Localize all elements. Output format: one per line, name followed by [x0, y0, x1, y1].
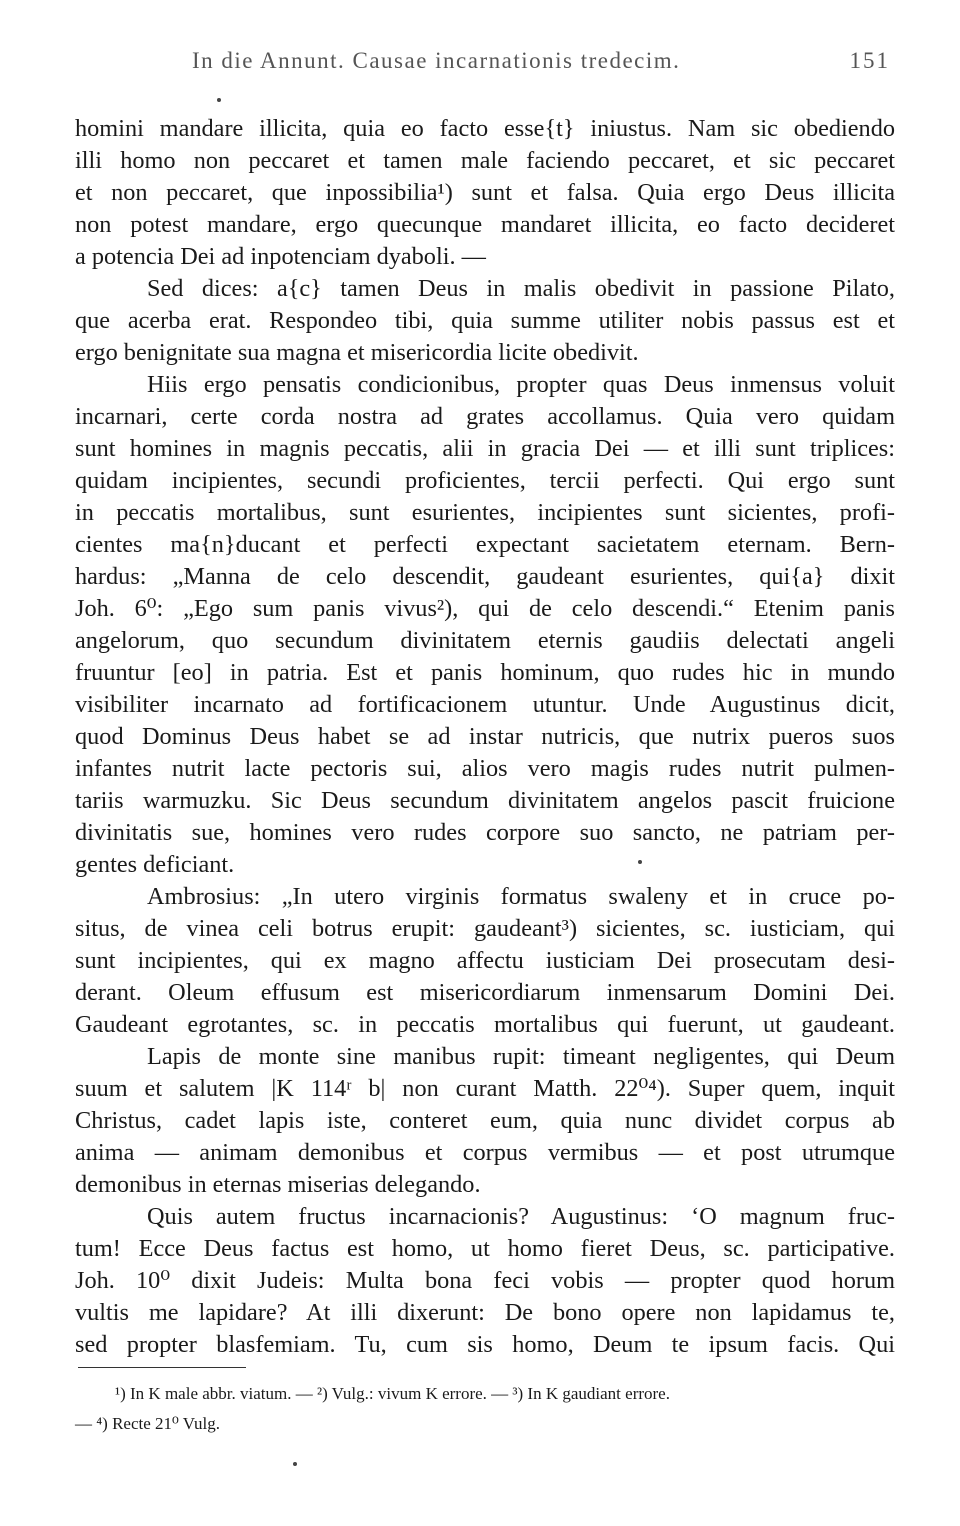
- text-line: Joh. 6⁰: „Ego sum panis vivus²), qui de celo descendi.“ Etenim panis: [75, 595, 895, 622]
- paragraph-start-line: Quis autem fructus incarnacionis? Augustinus: ‘O magnum fruc-: [147, 1203, 895, 1230]
- text-line: hardus: „Manna de celo descendit, gaudeant esurientes, qui{a} dixit: [75, 563, 895, 590]
- paragraph-start-line: Hiis ergo pensatis condicionibus, propter quas Deus inmensus voluit: [147, 371, 895, 398]
- paragraph-start-line: Lapis de monte sine manibus rupit: timeant negligentes, qui Deum: [147, 1043, 895, 1070]
- text-line: homini mandare illicita, quia eo facto esse{t} iniustus. Nam sic obediendo: [75, 115, 895, 142]
- body-text: [75, 113, 895, 1361]
- text-line: suum et salutem |K 114ʳ b| non curant Matth. 22⁰⁴). Super quem, inquit: [75, 1075, 895, 1102]
- ink-speck: [293, 1462, 297, 1466]
- running-head: [0, 48, 960, 84]
- text-line: et non peccaret, que inpossibilia¹) sunt et falsa. Quia ergo Deus illicita: [75, 179, 895, 206]
- ink-speck: [217, 98, 221, 102]
- text-line: Joh. 10⁰ dixit Judeis: Multa bona feci vobis — propter quod horum: [75, 1267, 895, 1294]
- text-line: ergo benignitate sua magna et misericordia licite obedivit.: [75, 339, 639, 366]
- text-line: vultis me lapidare? At illi dixerunt: De bono opere non lapidamus te,: [75, 1299, 895, 1326]
- text-line: cientes ma{n}ducant et perfecti expectant sacietatem eternam. Bern-: [75, 531, 895, 558]
- text-line: a potencia Dei ad inpotenciam dyaboli. —: [75, 243, 486, 270]
- text-line: demonibus in eternas miserias delegando.: [75, 1171, 481, 1198]
- text-line: angelorum, quo secundum divinitatem eternis gaudiis delectati angeli: [75, 627, 895, 654]
- text-line: que acerba erat. Respondeo tibi, quia summe utiliter nobis passus est et: [75, 307, 895, 334]
- text-line: Gaudeant egrotantes, sc. in peccatis mortalibus qui fuerunt, ut gaudeant.: [75, 1011, 895, 1038]
- text-line: situs, de vinea celi botrus erupit: gaudeant³) sicientes, sc. iusticiam, qui: [75, 915, 895, 942]
- text-line: in peccatis mortalibus, sunt esurientes, incipientes sunt sicientes, profi-: [75, 499, 895, 526]
- text-line: sunt incipientes, qui ex magno affectu iusticiam Dei prosecutam desi-: [75, 947, 895, 974]
- text-line: anima — animam demonibus et corpus vermibus — et post utrumque: [75, 1139, 895, 1166]
- text-line: incarnari, certe corda nostra ad grates accollamus. Quia vero quidam: [75, 403, 895, 430]
- text-line: quidam incipientes, secundi proficientes, tercii perfecti. Qui ergo sunt: [75, 467, 895, 494]
- text-line: Christus, cadet lapis iste, conteret eum, quia nunc dividet corpus ab: [75, 1107, 895, 1134]
- text-line: non potest mandare, ergo quecunque mandaret illicita, eo facto decideret: [75, 211, 895, 238]
- text-line: gentes deficiant.: [75, 851, 235, 878]
- text-line: visibiliter incarnato ad fortificacionem utuntur. Unde Augustinus dicit,: [75, 691, 895, 718]
- page-number: 151: [849, 48, 890, 73]
- text-line: sed propter blasfemiam. Tu, cum sis homo, Deum te ipsum facis. Qui: [75, 1331, 895, 1358]
- footnote-rule: [78, 1367, 246, 1368]
- paragraph-start-line: Ambrosius: „In utero virginis formatus swaleny et in cruce po-: [147, 883, 895, 910]
- footnote-line: ¹) In K male abbr. viatum. — ²) Vulg.: vivum K errore. — ³) In K gaudiant errore.: [115, 1384, 670, 1403]
- text-line: sunt homines in magnis peccatis, alii in gracia Dei — et illi sunt triplices:: [75, 435, 895, 462]
- text-line: tariis warmuzku. Sic Deus secundum divinitatem angelos pascit fruicione: [75, 787, 895, 814]
- text-line: quod Dominus Deus habet se ad instar nutricis, que nutrix pueros suos: [75, 723, 895, 750]
- footnote-line: — ⁴) Recte 21⁰ Vulg.: [75, 1414, 221, 1433]
- footnotes: [75, 1379, 895, 1439]
- text-line: infantes nutrit lacte pectoris sui, alios vero magis rudes nutrit pulmen-: [75, 755, 895, 782]
- text-line: divinitatis sue, homines vero rudes corpore suo sancto, ne patriam per-: [75, 819, 895, 846]
- paragraph-start-line: Sed dices: a{c} tamen Deus in malis obedivit in passione Pilato,: [147, 275, 895, 302]
- running-title: In die Annunt. Causae incarnationis tredecim.: [192, 48, 681, 73]
- text-line: illi homo non peccaret et tamen male faciendo peccaret, et sic peccaret: [75, 147, 895, 174]
- text-line: derant. Oleum effusum est misericordiarum inmensarum Domini Dei.: [75, 979, 895, 1006]
- text-line: tum! Ecce Deus factus est homo, ut homo fieret Deus, sc. participative.: [75, 1235, 895, 1262]
- text-line: fruuntur [eo] in patria. Est et panis hominum, quo rudes hic in mundo: [75, 659, 895, 686]
